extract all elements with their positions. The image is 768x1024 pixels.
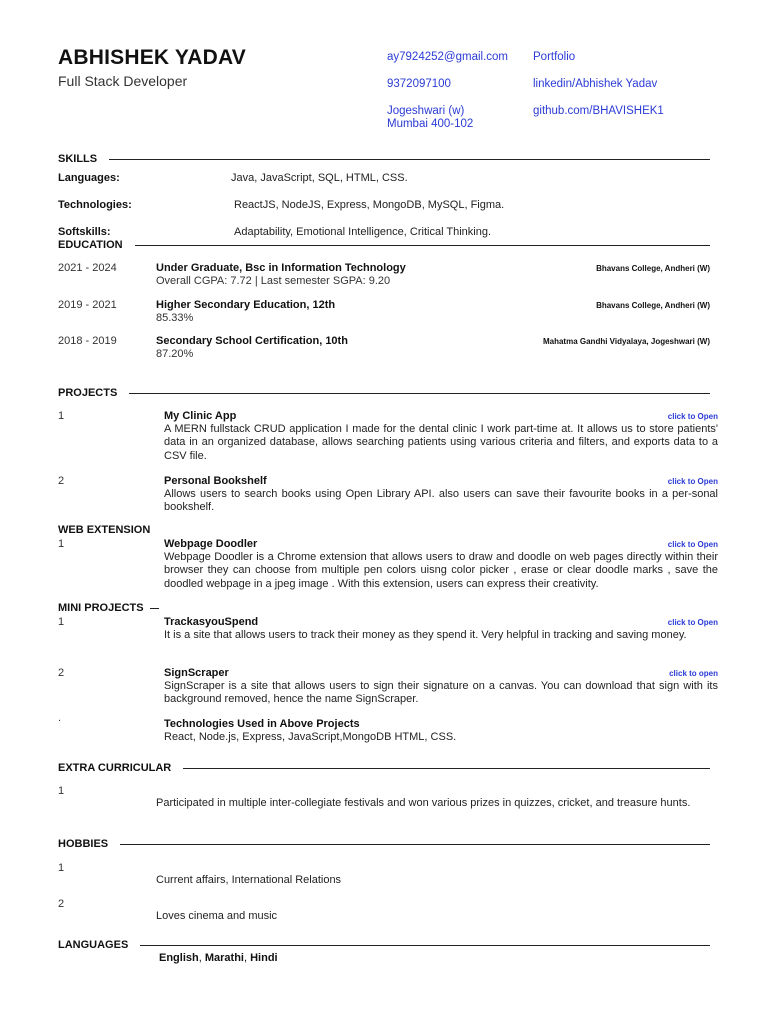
web-extension-heading: WEB EXTENSION bbox=[58, 524, 151, 536]
hobbies-heading: HOBBIES bbox=[58, 838, 109, 850]
section-divider bbox=[109, 159, 710, 160]
candidate-role: Full Stack Developer bbox=[58, 73, 188, 89]
education-years: 2018 - 2019 bbox=[58, 335, 117, 347]
project-description: SignScraper is a site that allows users to sign their signature on a canvas. You can download that sign with its background removed, hence the name SignScraper. bbox=[164, 680, 718, 706]
languages-heading: LANGUAGES bbox=[58, 939, 129, 951]
list-number: 1 bbox=[58, 862, 65, 874]
education-institution: Bhavans College, Andheri (W) bbox=[596, 264, 710, 273]
list-number: 2 bbox=[58, 898, 65, 910]
education-years: 2021 - 2024 bbox=[58, 262, 117, 274]
project-open-link[interactable]: click to Open bbox=[667, 618, 718, 627]
education-title: Under Graduate, Bsc in Information Technology bbox=[156, 262, 406, 274]
project-title: Webpage Doodler bbox=[164, 538, 258, 550]
project-description: React, Node.js, Express, JavaScript,MongoDB HTML, CSS. bbox=[164, 731, 457, 743]
project-title: Personal Bookshelf bbox=[164, 475, 267, 487]
skills-heading: SKILLS bbox=[58, 153, 98, 165]
mini-projects-heading-row bbox=[58, 602, 159, 614]
project-number: 1 bbox=[58, 538, 65, 550]
education-title: Secondary School Certification, 10th bbox=[156, 335, 348, 347]
hobbies-section-heading bbox=[58, 838, 710, 850]
list-number: 1 bbox=[58, 785, 65, 797]
project-number: 1 bbox=[58, 410, 65, 422]
extra-curricular-section-heading bbox=[58, 762, 710, 774]
language-separator: , bbox=[243, 952, 251, 964]
language-marathi: Marathi bbox=[204, 952, 244, 964]
mini-projects-heading: MINI PROJECTS bbox=[58, 602, 144, 614]
education-detail: 85.33% bbox=[156, 312, 194, 324]
languages-list bbox=[159, 952, 278, 964]
project-number: . bbox=[58, 712, 62, 724]
linkedin-link[interactable]: linkedin/Abhishek Yadav bbox=[533, 78, 658, 90]
project-number: 2 bbox=[58, 667, 65, 679]
language-separator: , bbox=[198, 952, 205, 964]
project-open-link[interactable]: click to Open bbox=[667, 540, 718, 549]
project-open-link[interactable]: click to Open bbox=[667, 412, 718, 421]
section-divider bbox=[135, 245, 710, 246]
portfolio-link[interactable]: Portfolio bbox=[533, 51, 576, 63]
projects-section-heading bbox=[58, 387, 710, 399]
skills-section-heading bbox=[58, 153, 710, 165]
skills-languages-value: Java, JavaScript, SQL, HTML, CSS. bbox=[231, 172, 408, 184]
skills-technologies-label: Technologies: bbox=[58, 199, 132, 211]
education-title: Higher Secondary Education, 12th bbox=[156, 299, 336, 311]
section-divider bbox=[183, 768, 710, 769]
skills-softskills-value: Adaptability, Emotional Intelligence, Critical Thinking. bbox=[234, 226, 492, 238]
project-number: 1 bbox=[58, 616, 65, 628]
skills-technologies-value: ReactJS, NodeJS, Express, MongoDB, MySQL, Figma. bbox=[234, 199, 505, 211]
section-divider bbox=[140, 945, 710, 946]
section-divider bbox=[120, 844, 710, 845]
education-section-heading bbox=[58, 239, 710, 251]
project-title: TrackasyouSpend bbox=[164, 616, 259, 628]
project-title: Technologies Used in Above Projects bbox=[164, 718, 360, 730]
education-detail: Overall CGPA: 7.72 | Last semester SGPA: 9.20 bbox=[156, 275, 391, 287]
section-divider bbox=[129, 393, 710, 394]
skills-softskills-label: Softskills: bbox=[58, 226, 111, 238]
github-link[interactable]: github.com/BHAVISHEK1 bbox=[533, 105, 664, 117]
extra-curricular-text: Participated in multiple inter-collegiate festivals and won various prizes in quizzes, cricket, and treasure hunts. bbox=[156, 797, 691, 809]
address-line2: Mumbai 400-102 bbox=[387, 118, 474, 130]
project-title: SignScraper bbox=[164, 667, 229, 679]
project-description: Allows users to search books using Open Library API. also users can save their favourite books in a per-sonal bookshelf. bbox=[164, 488, 718, 514]
project-title: My Clinic App bbox=[164, 410, 237, 422]
extra-curricular-heading: EXTRA CURRICULAR bbox=[58, 762, 172, 774]
project-open-link[interactable]: click to open bbox=[669, 669, 718, 678]
address-line1: Jogeshwari (w) bbox=[387, 105, 465, 117]
education-years: 2019 - 2021 bbox=[58, 299, 117, 311]
candidate-name: ABHISHEK YADAV bbox=[58, 46, 246, 69]
education-detail: 87.20% bbox=[156, 348, 194, 360]
project-description: It is a site that allows users to track their money as they spend it. Very helpful in tracking and saving money. bbox=[164, 629, 687, 641]
project-open-link[interactable]: click to Open bbox=[667, 477, 718, 486]
education-institution: Bhavans College, Andheri (W) bbox=[596, 301, 710, 310]
language-hindi: Hindi bbox=[250, 952, 278, 964]
phone-link[interactable]: 9372097100 bbox=[387, 78, 451, 90]
education-heading: EDUCATION bbox=[58, 239, 123, 251]
section-divider bbox=[150, 608, 159, 609]
hobby-text: Current affairs, International Relations bbox=[156, 874, 342, 886]
language-english: English bbox=[159, 952, 199, 964]
languages-section-heading bbox=[58, 939, 710, 951]
email-link[interactable]: ay7924252@gmail.com bbox=[387, 51, 508, 63]
project-description: A MERN fullstack CRUD application I made for the dental clinic I work part-time at. It allows us to store patients' data in an organized database, allows searching patients using various criteria and filters, and exports data to a CSV file. bbox=[164, 423, 718, 462]
hobby-text: Loves cinema and music bbox=[156, 910, 278, 922]
education-institution: Mahatma Gandhi Vidyalaya, Jogeshwari (W) bbox=[542, 337, 710, 346]
project-description: Webpage Doodler is a Chrome extension that allows users to draw and doodle on web pages directly within their browser they can choose from multiple pen colors uisng color picker , erase or clear doodle marks , save the doodled webpage in a jpeg image . With this extension, users can express their creativity. bbox=[164, 551, 718, 590]
project-number: 2 bbox=[58, 475, 65, 487]
projects-heading: PROJECTS bbox=[58, 387, 118, 399]
skills-languages-label: Languages: bbox=[58, 172, 120, 184]
